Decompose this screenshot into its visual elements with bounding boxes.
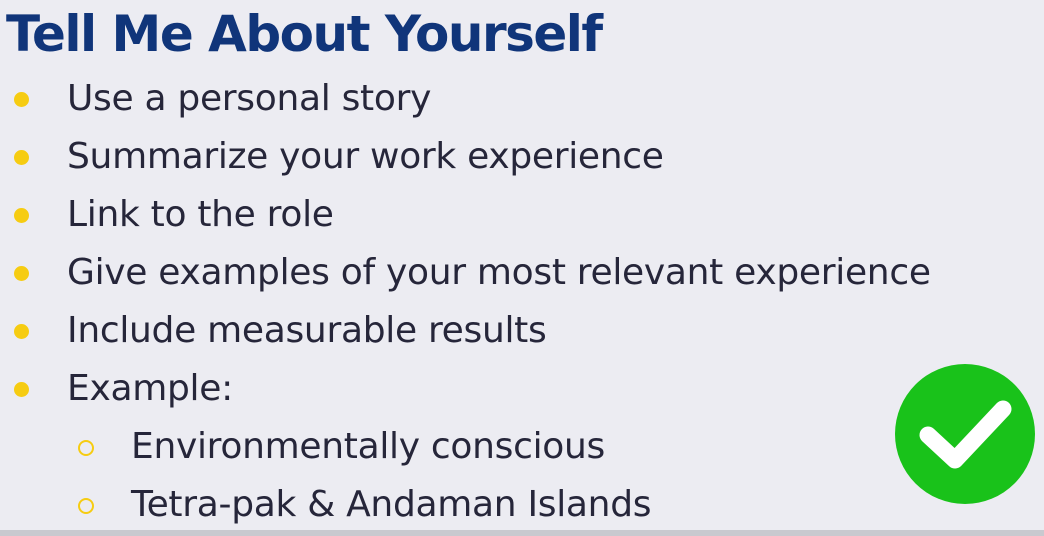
bullet-text: Include measurable results xyxy=(67,310,547,351)
checkmark-icon xyxy=(895,364,1035,504)
bullet-text: Summarize your work experience xyxy=(67,136,664,177)
bullet-dot-icon xyxy=(14,324,29,339)
sub-bullet-text: Environmentally conscious xyxy=(131,426,605,467)
bullet-dot-icon xyxy=(14,382,29,397)
slide-title: Tell Me About Yourself xyxy=(6,5,602,63)
hollow-circle-icon xyxy=(78,498,94,514)
sub-bullet-text: Tetra-pak & Andaman Islands xyxy=(131,484,652,525)
bullet-dot-icon xyxy=(14,92,29,107)
bottom-divider xyxy=(0,530,1044,536)
bullet-text: Link to the role xyxy=(67,194,334,235)
bullet-text: Use a personal story xyxy=(67,78,432,119)
bullet-dot-icon xyxy=(14,266,29,281)
checkmark-badge xyxy=(895,364,1035,504)
hollow-circle-icon xyxy=(78,440,94,456)
bullet-dot-icon xyxy=(14,150,29,165)
bullet-text: Example: xyxy=(67,368,233,409)
bullet-text: Give examples of your most relevant experience xyxy=(67,252,931,293)
bullet-dot-icon xyxy=(14,208,29,223)
